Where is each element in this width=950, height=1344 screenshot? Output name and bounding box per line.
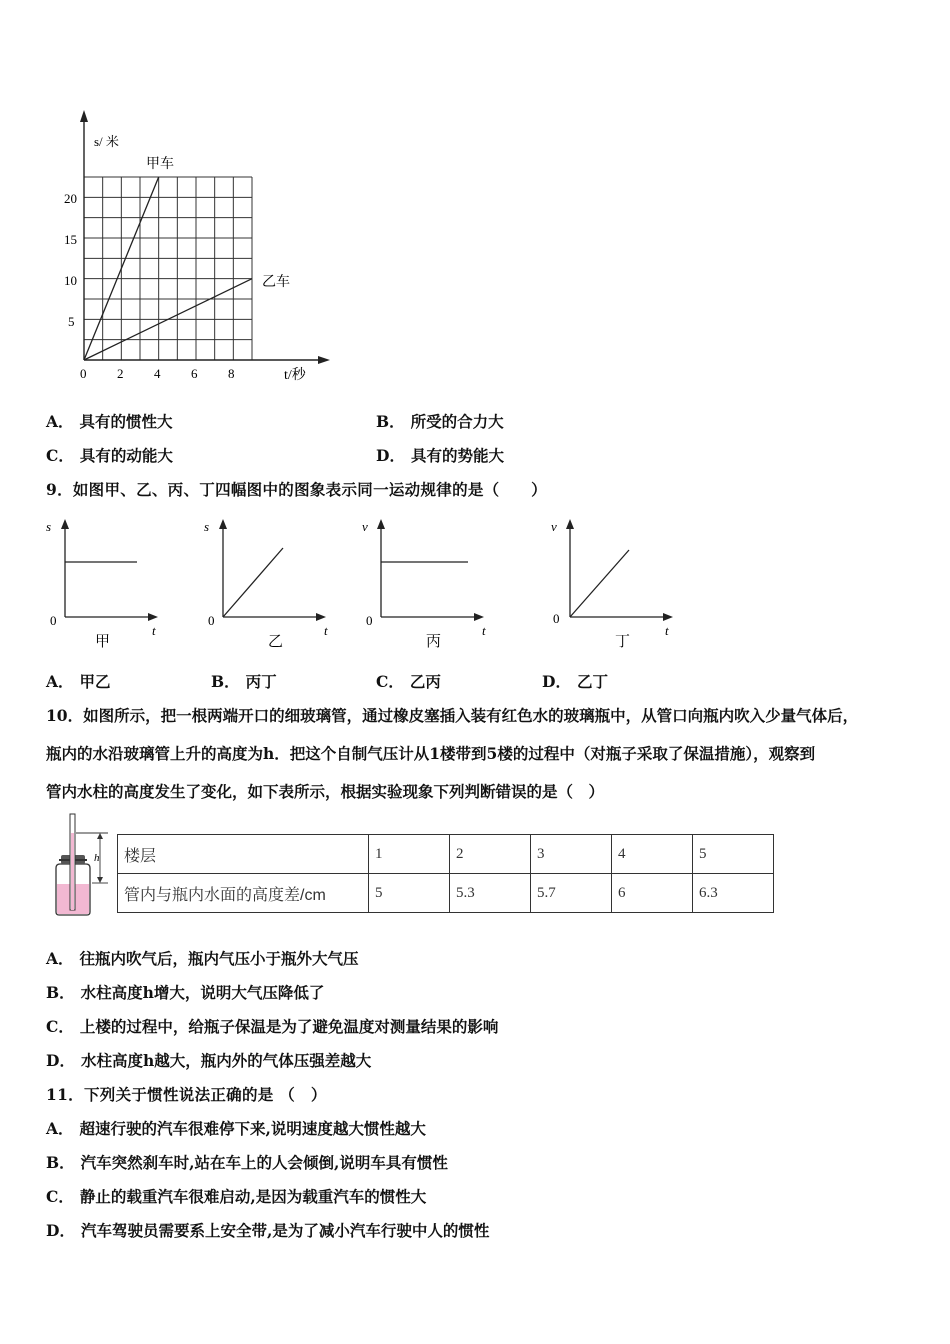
q10-stem-line-3: 管内水柱的高度发生了变化，如下表所示，根据实验现象下列判断错误的是（ ） [46, 782, 605, 801]
option-text: 具有的动能大 [79, 446, 173, 465]
q11-option-d[interactable] [46, 1219, 489, 1241]
q9-stem: 9．如图甲、乙、丙、丁四幅图中的图象表示同一运动规律的是（ ） [46, 480, 547, 499]
graph-line [223, 548, 283, 617]
x-axis-arrow [318, 356, 330, 364]
q10-option-a[interactable] [46, 947, 359, 969]
s-t-chart [40, 108, 350, 393]
y-axis-arrow [61, 519, 69, 529]
q9-option-c[interactable] [376, 670, 441, 692]
option-text: 汽车突然刹车时,站在车上的人会倾倒,说明车具有惯性 [80, 1153, 448, 1172]
option-key: C． [46, 446, 74, 465]
table-cell: 5 [693, 835, 774, 874]
option-key: B． [211, 672, 240, 691]
option-key: C． [46, 1187, 74, 1206]
option-key: A． [46, 412, 74, 431]
table-cell: 5.3 [450, 874, 531, 913]
q10-option-d[interactable] [46, 1049, 371, 1071]
q10-stem-line-2: 瓶内的水沿玻璃管上升的高度为h．把这个自制气压计从1楼带到5楼的过程中（对瓶子采取了保温措施），观察到 [46, 744, 816, 763]
option-key: C． [376, 672, 404, 691]
q11-option-a[interactable] [46, 1117, 426, 1139]
option-text: 乙丁 [576, 672, 608, 691]
h-arrow-up [97, 833, 103, 839]
q10-option-c[interactable] [46, 1015, 498, 1037]
y-axis-label: s [204, 519, 210, 534]
q10-data-table [117, 834, 774, 913]
q9-graph-jia [40, 515, 170, 655]
q8-option-b[interactable] [376, 410, 504, 432]
x-axis-arrow [316, 613, 326, 621]
q10-stem-line-1: 10．如图所示，把一根两端开口的细玻璃管，通过橡皮塞插入装有红色水的玻璃瓶中，从管口向瓶内吹入少量气体后， [46, 706, 859, 725]
q9-graph-ding [545, 515, 685, 655]
table-cell: 2 [450, 835, 531, 874]
series-layer [84, 177, 252, 360]
q8-option-a[interactable] [46, 410, 173, 432]
table-row [118, 874, 774, 913]
x-tick-label: 2 [117, 366, 124, 381]
graph-caption: 丁 [615, 634, 631, 650]
option-key: D． [542, 672, 571, 691]
y-axis-label: s/ 米 [94, 134, 119, 149]
option-text: 超速行驶的汽车很难停下来,说明速度越大惯性越大 [79, 1119, 426, 1138]
table-cell: 1 [369, 835, 450, 874]
x-tick-label: 6 [191, 366, 198, 381]
option-text: 往瓶内吹气后，瓶内气压小于瓶外大气压 [79, 949, 359, 968]
origin-label: 0 [208, 613, 215, 628]
series-label-jia: 甲车 [146, 157, 174, 172]
q9-graph-yi [198, 515, 338, 655]
y-axis-label: v [551, 519, 557, 534]
x-axis-arrow [474, 613, 484, 621]
option-key: B． [46, 983, 75, 1002]
x-axis-arrow [148, 613, 158, 621]
q8-option-d[interactable] [376, 444, 504, 466]
option-key: D． [376, 446, 405, 465]
option-text: 水柱高度h越大，瓶内外的气体压强差越大 [80, 1051, 372, 1070]
table-cell: 5 [369, 874, 450, 913]
h-label: h [94, 852, 100, 864]
q9-graph-bing [356, 515, 496, 655]
y-axis-arrow [377, 519, 385, 529]
table-row [118, 835, 774, 874]
option-text: 具有的惯性大 [79, 412, 173, 431]
graph-caption: 甲 [95, 634, 111, 650]
option-key: A． [46, 949, 74, 968]
origin-label: 0 [50, 613, 57, 628]
table-header-floor: 楼层 [118, 835, 369, 874]
y-axis-label: v [362, 519, 368, 534]
y-tick-label: 10 [64, 273, 77, 288]
chart-grid [84, 177, 252, 360]
y-axis-arrow [80, 110, 88, 122]
table-cell: 5.7 [531, 874, 612, 913]
y-axis-arrow [219, 519, 227, 529]
x-tick-label: 0 [80, 366, 87, 381]
option-text: 静止的载重汽车很难启动,是因为载重汽车的惯性大 [79, 1187, 427, 1206]
origin-label: 0 [553, 611, 560, 626]
x-tick-label: 4 [154, 366, 161, 381]
y-tick-label: 15 [64, 232, 77, 247]
origin-label: 0 [366, 613, 373, 628]
option-text: 所受的合力大 [410, 412, 504, 431]
x-axis-arrow [663, 613, 673, 621]
option-key: D． [46, 1051, 75, 1070]
q9-option-a[interactable] [46, 670, 111, 692]
q11-option-b[interactable] [46, 1151, 448, 1173]
option-text: 水柱高度h增大，说明大气压降低了 [80, 983, 325, 1002]
table-cell: 4 [612, 835, 693, 874]
q8-option-c[interactable] [46, 444, 173, 466]
option-key: D． [46, 1221, 75, 1240]
table-cell: 6 [612, 874, 693, 913]
h-arrow-down [97, 877, 103, 883]
graph-caption: 丙 [426, 634, 442, 650]
y-axis-label: s [46, 519, 52, 534]
q10-option-b[interactable] [46, 981, 324, 1003]
option-key: B． [46, 1153, 75, 1172]
option-text: 丙丁 [245, 672, 277, 691]
option-text: 具有的势能大 [410, 446, 504, 465]
q11-option-c[interactable] [46, 1185, 426, 1207]
option-key: A． [46, 1119, 74, 1138]
series-label-yi: 乙车 [262, 275, 290, 290]
option-text: 汽车驾驶员需要系上安全带,是为了减小汽车行驶中人的惯性 [80, 1221, 490, 1240]
option-key: B． [376, 412, 405, 431]
option-key: C． [46, 1017, 74, 1036]
x-axis-label: t [152, 623, 156, 638]
water-column [71, 833, 74, 910]
y-tick-label: 20 [64, 191, 77, 206]
y-axis-arrow [566, 519, 574, 529]
option-text: 甲乙 [79, 672, 111, 691]
y-tick-label: 5 [68, 314, 75, 329]
option-text: 上楼的过程中，给瓶子保温是为了避免温度对测量结果的影响 [79, 1017, 499, 1036]
q9-option-b[interactable] [211, 670, 277, 692]
table-cell: 6.3 [693, 874, 774, 913]
graph-caption: 乙 [268, 634, 284, 650]
option-key: A． [46, 672, 74, 691]
x-axis-label: t/秒 [284, 368, 306, 383]
x-tick-label: 8 [228, 366, 235, 381]
option-text: 乙丙 [409, 672, 441, 691]
graph-line [570, 550, 629, 617]
x-axis-label: t [665, 623, 669, 638]
barometer-bottle-figure [48, 812, 116, 918]
x-axis-label: t [324, 623, 328, 638]
table-cell: 3 [531, 835, 612, 874]
q11-stem: 11．下列关于惯性说法正确的是 （ ） [46, 1085, 327, 1104]
q9-option-d[interactable] [542, 670, 608, 692]
x-axis-label: t [482, 623, 486, 638]
table-header-height: 管内与瓶内水面的高度差/cm [118, 874, 369, 913]
